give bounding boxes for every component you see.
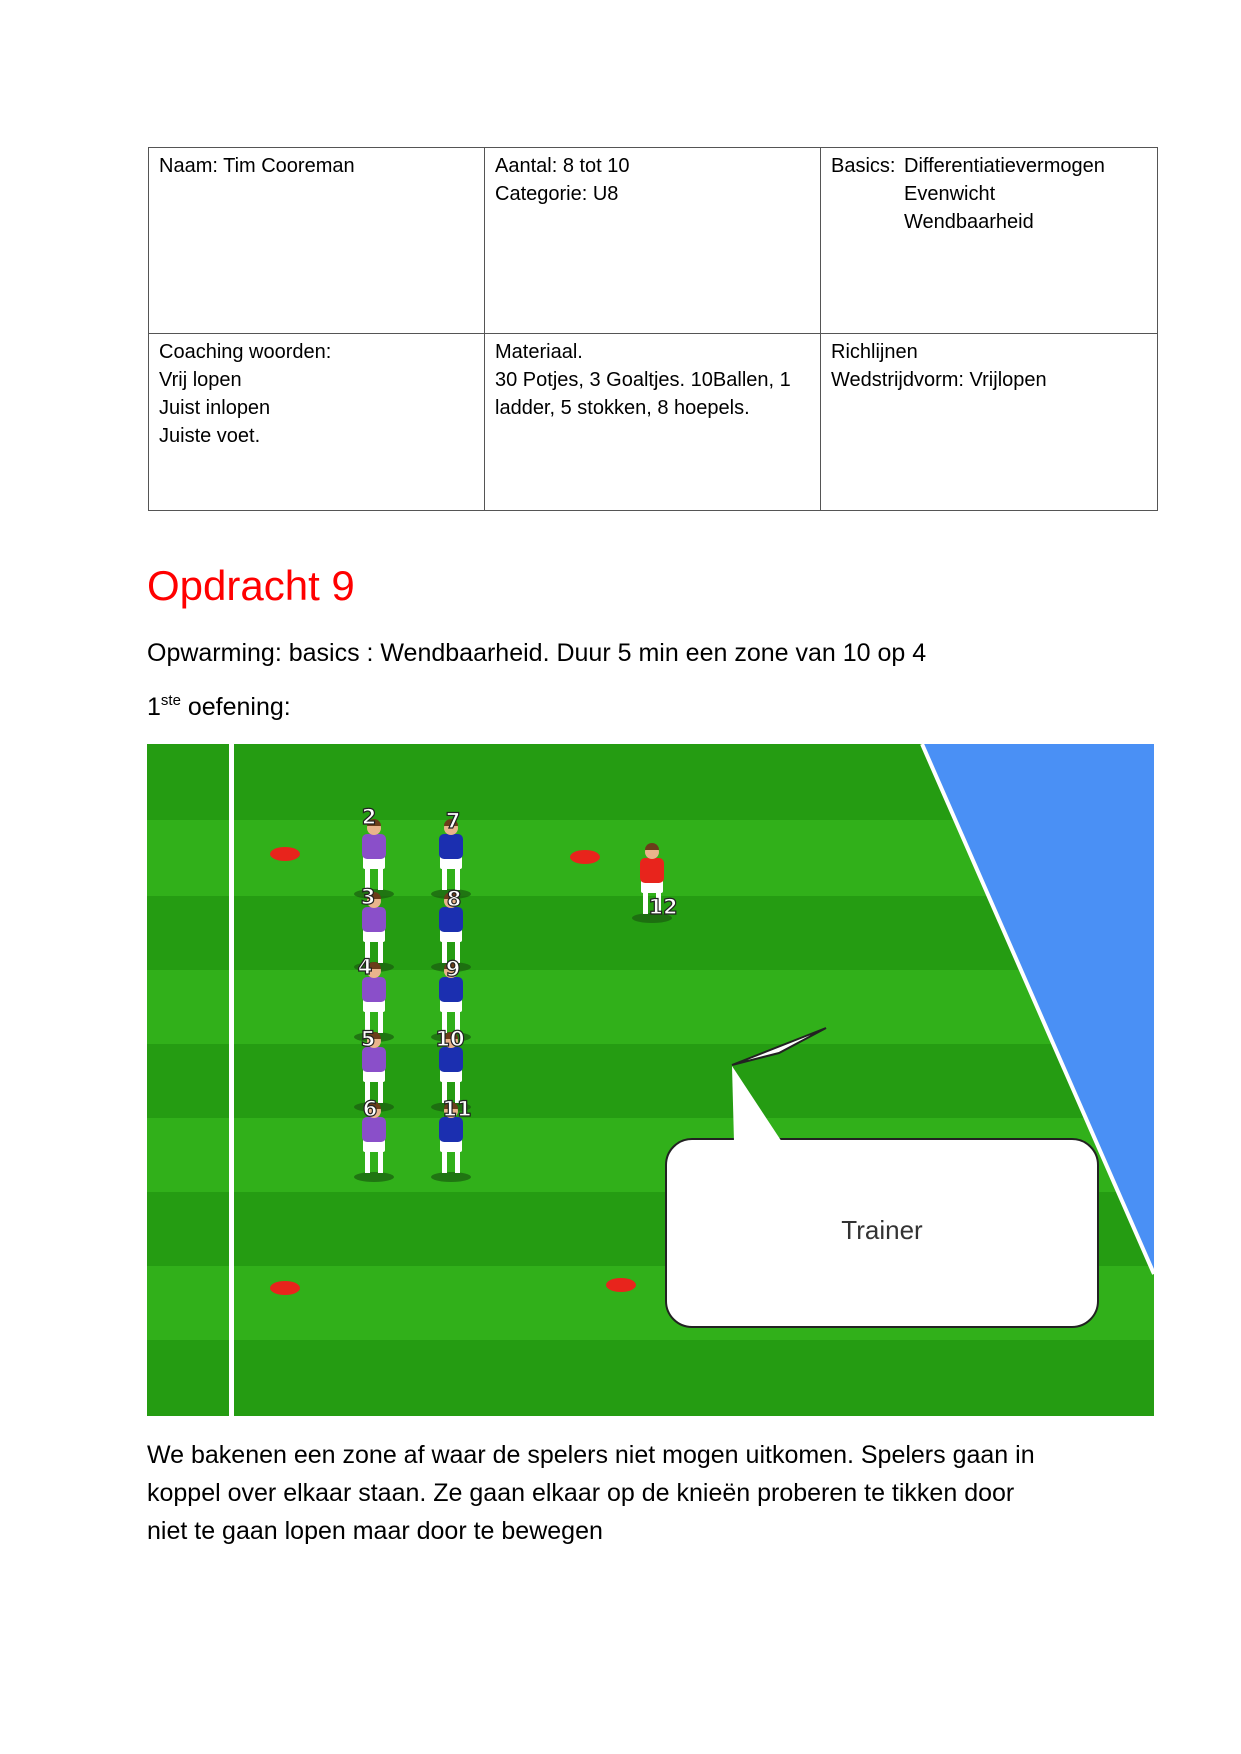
player-number: 2 [361,805,377,829]
categorie-text: Categorie: U8 [495,183,619,205]
aantal-text: Aantal: 8 tot 10 [495,155,630,177]
materiaal-line: ladder, 5 stokken, 8 hoepels. [495,397,750,419]
side-line [229,744,234,1416]
exercise-ordinal: ste [160,692,181,709]
exercise-number: 1 [147,693,161,721]
cell-coaching [149,334,485,511]
coaching-item: Juist inlopen [159,397,271,419]
cell-basics [821,148,1158,334]
info-table [148,147,1158,511]
name-text: Naam: Tim Cooreman [159,155,355,177]
player-number: 7 [445,809,461,833]
basics-label: Basics: [831,155,896,177]
exercise-diagram [147,744,1154,1416]
exercise-rest: oefening: [180,693,291,721]
description-line: We bakenen een zone af waar de spelers niet mogen uitkomen. Spelers gaan in [147,1441,1035,1469]
page-heading: Opdracht 9 [147,562,355,609]
player-number: 9 [445,957,461,981]
callout-label: Trainer [841,1215,923,1245]
description-line: koppel over elkaar staan. Ze gaan elkaar op de knieën proberen te tikken door [147,1479,1015,1507]
richtlijnen-text: Wedstrijdvorm: Vrijlopen [831,369,1047,391]
richtlijnen-title: Richlijnen [831,341,918,363]
player-number: 4 [357,955,373,979]
player-number: 12 [648,895,678,919]
player-number: 10 [435,1027,465,1051]
coaching-item: Juiste voet. [159,425,261,447]
cone [270,847,300,861]
player-number: 11 [442,1097,472,1121]
player-number: 6 [362,1097,378,1121]
cell-aantal [485,148,821,334]
description-line: niet te gaan lopen maar door te bewegen [147,1517,603,1545]
player-number: 8 [446,887,462,911]
coaching-item: Vrij lopen [159,369,242,391]
cone [270,1281,300,1295]
description [147,1436,1107,1550]
cell-name [149,148,485,334]
exercise-label [147,688,291,726]
warmup-text: Opwarming: basics : Wendbaarheid. Duur 5 min een zone van 10 op 4 [147,639,927,667]
player-number: 3 [360,885,376,909]
cone [606,1278,636,1292]
cone [570,850,600,864]
cell-materiaal [485,334,821,511]
coaching-title: Coaching woorden: [159,341,332,363]
basics-item: Differentiatievermogen [904,155,1105,177]
basics-item: Wendbaarheid [904,211,1034,233]
materiaal-title: Materiaal. [495,341,583,363]
player-number: 5 [360,1027,376,1051]
cell-richtlijnen [821,334,1158,511]
materiaal-line: 30 Potjes, 3 Goaltjes. 10Ballen, 1 [495,369,791,391]
basics-item: Evenwicht [904,183,996,205]
